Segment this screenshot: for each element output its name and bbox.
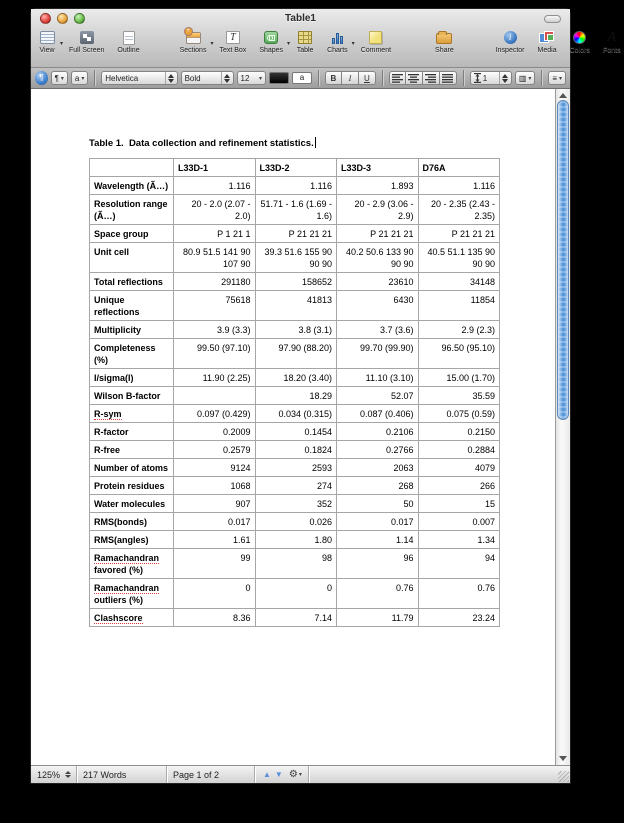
table-row bbox=[90, 339, 500, 369]
cell-value[interactable]: 52.07 bbox=[337, 387, 419, 405]
zoom-button[interactable] bbox=[74, 13, 85, 24]
table-row bbox=[90, 321, 500, 339]
cell-value[interactable]: P 21 21 21 bbox=[418, 225, 500, 243]
cell-value[interactable]: 0.2884 bbox=[418, 441, 500, 459]
cell-value[interactable]: 99.70 (99.90) bbox=[337, 339, 419, 369]
resize-grip[interactable] bbox=[558, 771, 569, 782]
cell-value[interactable]: 20 - 2.9 (3.06 - 2.9) bbox=[337, 195, 419, 225]
row-label[interactable]: Space group bbox=[90, 225, 174, 243]
table-row bbox=[90, 225, 500, 243]
row-label[interactable]: R-free bbox=[90, 441, 174, 459]
cell-value[interactable]: 8.36 bbox=[174, 609, 256, 627]
document-page[interactable] bbox=[31, 89, 555, 765]
align-left-icon bbox=[392, 74, 403, 83]
misspelled-word: Ramachandran bbox=[94, 583, 160, 593]
divider bbox=[94, 70, 95, 86]
cell-value[interactable]: 2063 bbox=[337, 459, 419, 477]
row-label[interactable] bbox=[90, 609, 174, 627]
columns-dropdown[interactable] bbox=[515, 71, 536, 85]
row-label[interactable]: Resolution range (Ã…) bbox=[90, 195, 174, 225]
table-row bbox=[90, 531, 500, 549]
toolbar-button-share[interactable] bbox=[432, 29, 457, 55]
cell-value[interactable]: 0.1824 bbox=[255, 441, 337, 459]
inspector-icon: i bbox=[501, 30, 519, 45]
cell-value[interactable]: 23610 bbox=[337, 273, 419, 291]
cell-value[interactable]: 0.026 bbox=[255, 513, 337, 531]
toolbar-button-label: Sections bbox=[179, 47, 207, 54]
column-header[interactable]: L33D-1 bbox=[174, 159, 256, 177]
cell-value[interactable]: 99 bbox=[174, 549, 256, 579]
toolbar-button-full-screen[interactable] bbox=[66, 29, 107, 55]
chevron-down-icon: ▾ bbox=[528, 75, 532, 82]
align-right-button[interactable] bbox=[423, 71, 440, 85]
cell-value[interactable]: 50 bbox=[337, 495, 419, 513]
line-spacing-control[interactable] bbox=[470, 71, 512, 85]
status-bar bbox=[31, 765, 570, 783]
cell-value[interactable]: 35.59 bbox=[418, 387, 500, 405]
toolbar bbox=[31, 27, 621, 67]
table-row bbox=[90, 495, 500, 513]
row-label[interactable]: Wilson B-factor bbox=[90, 387, 174, 405]
page-indicator-text: Page 1 of 2 bbox=[173, 769, 220, 780]
chevron-down-icon: ▾ bbox=[351, 41, 355, 47]
toolbar-button-label: Text Box bbox=[219, 47, 247, 54]
font-style-select[interactable] bbox=[181, 71, 234, 85]
toolbar-button-label: Colors bbox=[569, 47, 590, 54]
page-indicator bbox=[167, 766, 255, 783]
cell-value[interactable]: 0.017 bbox=[337, 513, 419, 531]
row-label[interactable]: Unique reflections bbox=[90, 291, 174, 321]
text-cursor bbox=[315, 137, 316, 148]
toolbar-button-label: Fonts bbox=[603, 47, 621, 54]
cell-value[interactable]: P 21 21 21 bbox=[255, 225, 337, 243]
cell-value[interactable]: 18.20 (3.40) bbox=[255, 369, 337, 387]
font-family-value: Helvetica bbox=[105, 73, 139, 83]
divider bbox=[541, 70, 542, 86]
toolbar-button-colors[interactable] bbox=[567, 29, 593, 55]
cell-value[interactable]: 23.24 bbox=[418, 609, 500, 627]
toolbar-button-view[interactable] bbox=[35, 29, 63, 55]
cell-value[interactable]: 9124 bbox=[174, 459, 256, 477]
table-row bbox=[90, 273, 500, 291]
toolbar-button-outline[interactable] bbox=[114, 29, 142, 55]
cell-value[interactable]: 1.80 bbox=[255, 531, 337, 549]
cell-value[interactable]: 0 bbox=[255, 579, 337, 609]
zoom-level: 125% bbox=[37, 769, 61, 780]
cell-value[interactable]: 20 - 2.35 (2.43 - 2.35) bbox=[418, 195, 500, 225]
table-header-row bbox=[90, 159, 500, 177]
cell-value[interactable]: 0.76 bbox=[418, 579, 500, 609]
table-row bbox=[90, 405, 500, 423]
row-label[interactable]: Protein residues bbox=[90, 477, 174, 495]
font-family-select[interactable] bbox=[101, 71, 177, 85]
row-label[interactable]: RMS(angles) bbox=[90, 531, 174, 549]
cell-value[interactable]: 98 bbox=[255, 549, 337, 579]
toolbar-button-table[interactable] bbox=[293, 29, 317, 55]
cell-value[interactable]: 18.29 bbox=[255, 387, 337, 405]
cell-value[interactable]: 291180 bbox=[174, 273, 256, 291]
row-label[interactable]: Number of atoms bbox=[90, 459, 174, 477]
misspelled-word: Ramachandran bbox=[94, 553, 160, 563]
cell-value[interactable]: 0.2009 bbox=[174, 423, 256, 441]
cell-value[interactable]: 0.097 (0.429) bbox=[174, 405, 256, 423]
misspelled-word: R-sym bbox=[94, 409, 122, 419]
cell-value[interactable]: 1.116 bbox=[418, 177, 500, 195]
paragraph-style-label: ¶ bbox=[54, 73, 59, 83]
cell-value[interactable]: 0.017 bbox=[174, 513, 256, 531]
toolbar-button-label: Inspector bbox=[495, 47, 525, 54]
cell-value[interactable]: 0.034 (0.315) bbox=[255, 405, 337, 423]
stepper-icon bbox=[165, 72, 174, 84]
word-count-text: 217 Words bbox=[83, 769, 127, 780]
toolbar-button-inspector[interactable] bbox=[493, 29, 528, 55]
word-count bbox=[77, 766, 167, 783]
row-label[interactable]: Ramachandran favored (%) bbox=[90, 549, 174, 579]
sections-icon bbox=[184, 30, 202, 45]
cell-value[interactable]: 0.2150 bbox=[418, 423, 500, 441]
cell-value[interactable]: 1068 bbox=[174, 477, 256, 495]
cell-value[interactable]: 2.9 (2.3) bbox=[418, 321, 500, 339]
fullscreen-icon bbox=[78, 30, 96, 45]
toolbar-toggle-pill[interactable] bbox=[544, 15, 561, 23]
row-label[interactable]: Ramachandran outliers (%) bbox=[90, 579, 174, 609]
toolbar-button-label: Shapes bbox=[259, 47, 284, 54]
table-row bbox=[90, 243, 500, 273]
cell-value[interactable]: 2593 bbox=[255, 459, 337, 477]
cell-value[interactable]: 6430 bbox=[337, 291, 419, 321]
cell-value[interactable]: 40.5 51.1 135 90 90 90 bbox=[418, 243, 500, 273]
chevron-down-icon: ▾ bbox=[60, 75, 64, 82]
cell-value[interactable]: 1.116 bbox=[255, 177, 337, 195]
cell-value[interactable]: P 1 21 1 bbox=[174, 225, 256, 243]
cell-value[interactable]: 0 bbox=[174, 579, 256, 609]
align-justify-icon bbox=[442, 74, 453, 83]
share-icon bbox=[435, 30, 453, 45]
cell-value[interactable]: 80.9 51.5 141 90 107 90 bbox=[174, 243, 256, 273]
paragraph-style-dropdown[interactable] bbox=[51, 71, 68, 85]
cell-value[interactable]: 266 bbox=[418, 477, 500, 495]
colors-icon bbox=[571, 30, 589, 45]
align-center-button[interactable] bbox=[406, 71, 423, 85]
stepper-icon bbox=[499, 72, 508, 84]
arrow-down-icon bbox=[559, 756, 567, 761]
toolbar-button-label: View bbox=[39, 47, 55, 54]
pages-window bbox=[30, 8, 621, 784]
gear-icon[interactable]: ⚙ bbox=[288, 769, 298, 780]
window-chrome bbox=[31, 9, 621, 67]
previous-page-button[interactable]: ▲ bbox=[263, 770, 271, 779]
bold-button[interactable]: B bbox=[325, 71, 342, 85]
cell-value[interactable]: 20 - 2.0 (2.07 - 2.0) bbox=[174, 195, 256, 225]
chevron-down-icon: ▾ bbox=[59, 41, 63, 47]
toolbar-button-label: Media bbox=[537, 47, 557, 54]
window-title: Table1 bbox=[285, 12, 316, 24]
cell-value[interactable]: P 21 21 21 bbox=[337, 225, 419, 243]
toolbar-button-label: Comment bbox=[360, 47, 392, 54]
toolbar-button-label: Full Screen bbox=[69, 47, 105, 54]
cell-value[interactable]: 39.3 51.6 155 90 90 90 bbox=[255, 243, 337, 273]
stepper-icon bbox=[221, 72, 230, 84]
document-area bbox=[31, 89, 570, 765]
close-button[interactable] bbox=[40, 13, 51, 24]
align-left-button[interactable] bbox=[389, 71, 406, 85]
stepper-icon bbox=[65, 771, 71, 778]
outline-icon bbox=[120, 30, 138, 45]
row-label[interactable]: I/sigma(I) bbox=[90, 369, 174, 387]
cell-value[interactable] bbox=[174, 387, 256, 405]
cell-value[interactable]: 4079 bbox=[418, 459, 500, 477]
character-style-dropdown[interactable] bbox=[71, 71, 88, 85]
table-row bbox=[90, 477, 500, 495]
row-label[interactable]: R-factor bbox=[90, 423, 174, 441]
toolbar-button-charts[interactable] bbox=[324, 29, 355, 55]
document-title[interactable] bbox=[89, 137, 316, 149]
cell-value[interactable]: 0.2106 bbox=[337, 423, 419, 441]
cell-value[interactable]: 158652 bbox=[255, 273, 337, 291]
styles-drawer-button[interactable]: ¶ bbox=[35, 71, 48, 85]
row-label[interactable]: Water molecules bbox=[90, 495, 174, 513]
arrow-up-icon bbox=[559, 93, 567, 98]
toolbar-button-text-box[interactable] bbox=[216, 29, 249, 55]
table-row bbox=[90, 579, 500, 609]
column-header[interactable]: L33D-3 bbox=[337, 159, 419, 177]
chevron-down-icon: ▾ bbox=[259, 75, 263, 82]
cell-value[interactable]: 11854 bbox=[418, 291, 500, 321]
toolbar-button-label: Table bbox=[296, 47, 314, 54]
cell-value[interactable]: 11.10 (3.10) bbox=[337, 369, 419, 387]
cell-value[interactable]: 0.2579 bbox=[174, 441, 256, 459]
table-row bbox=[90, 423, 500, 441]
cell-value[interactable]: 11.79 bbox=[337, 609, 419, 627]
toolbar-button-label: Outline bbox=[117, 47, 140, 54]
toolbar-button-comment[interactable] bbox=[358, 29, 394, 55]
line-spacing-value: 1 bbox=[482, 73, 488, 83]
cell-value[interactable]: 94 bbox=[418, 549, 500, 579]
text-color-well[interactable] bbox=[269, 72, 289, 84]
row-label[interactable] bbox=[90, 405, 174, 423]
column-header[interactable]: D76A bbox=[418, 159, 500, 177]
cell-value[interactable]: 41813 bbox=[255, 291, 337, 321]
cell-value[interactable]: 0.76 bbox=[337, 579, 419, 609]
italic-button[interactable]: I bbox=[342, 71, 359, 85]
table-row bbox=[90, 177, 500, 195]
row-label[interactable]: Wavelength (Ã…) bbox=[90, 177, 174, 195]
titlebar[interactable] bbox=[31, 9, 570, 27]
view-icon bbox=[38, 30, 56, 45]
media-icon bbox=[538, 30, 556, 45]
divider bbox=[382, 70, 383, 86]
cell-value[interactable]: 3.8 (3.1) bbox=[255, 321, 337, 339]
table-row bbox=[90, 441, 500, 459]
cell-value[interactable]: 51.71 - 1.6 (1.69 - 1.6) bbox=[255, 195, 337, 225]
cell-value[interactable]: 0.087 (0.406) bbox=[337, 405, 419, 423]
textbox-icon: T bbox=[224, 30, 242, 45]
stats-table[interactable] bbox=[89, 158, 500, 627]
highlight-color-well[interactable]: a bbox=[292, 72, 312, 84]
cell-value[interactable]: 1.34 bbox=[418, 531, 500, 549]
character-style-label: a bbox=[74, 73, 80, 83]
table-row bbox=[90, 291, 500, 321]
cell-value[interactable]: 0.075 (0.59) bbox=[418, 405, 500, 423]
columns-icon: ▥ bbox=[518, 73, 527, 83]
cell-value[interactable]: 99.50 (97.10) bbox=[174, 339, 256, 369]
format-bar bbox=[31, 67, 570, 89]
list-style-dropdown[interactable] bbox=[548, 71, 566, 85]
cell-value[interactable]: 15.00 (1.70) bbox=[418, 369, 500, 387]
cell-value[interactable]: 1.14 bbox=[337, 531, 419, 549]
chevron-down-icon: ▾ bbox=[287, 41, 291, 47]
line-spacing-icon bbox=[474, 73, 481, 83]
font-size-value: 12 bbox=[240, 73, 250, 83]
cell-value[interactable]: 75618 bbox=[174, 291, 256, 321]
column-header[interactable]: L33D-2 bbox=[255, 159, 337, 177]
zoom-control[interactable] bbox=[31, 766, 77, 783]
cell-value[interactable]: 0.007 bbox=[418, 513, 500, 531]
chevron-down-icon: ▾ bbox=[210, 41, 214, 47]
font-style-value: Bold bbox=[184, 73, 201, 83]
shapes-icon bbox=[262, 30, 280, 45]
cell-value[interactable]: 3.9 (3.3) bbox=[174, 321, 256, 339]
fonts-icon: A bbox=[607, 30, 617, 45]
underline-button[interactable]: U bbox=[359, 71, 376, 85]
cell-value[interactable]: 268 bbox=[337, 477, 419, 495]
table-row bbox=[90, 513, 500, 531]
align-right-icon bbox=[425, 74, 436, 83]
table-row bbox=[90, 369, 500, 387]
chevron-down-icon: ▾ bbox=[559, 75, 563, 82]
toolbar-button-sections[interactable] bbox=[177, 29, 214, 55]
table-row bbox=[90, 195, 500, 225]
cell-value[interactable]: 97.90 (88.20) bbox=[255, 339, 337, 369]
cell-value[interactable]: 3.7 (3.6) bbox=[337, 321, 419, 339]
comment-icon bbox=[367, 30, 385, 45]
row-label[interactable]: Unit cell bbox=[90, 243, 174, 273]
document-title-text: Table 1. Data collection and refinement statistics. bbox=[89, 138, 314, 149]
toolbar-button-label: Share bbox=[435, 47, 454, 54]
cell-value[interactable]: 1.893 bbox=[337, 177, 419, 195]
cell-value[interactable]: 15 bbox=[418, 495, 500, 513]
cell-value[interactable]: 352 bbox=[255, 495, 337, 513]
row-label[interactable]: Completeness (%) bbox=[90, 339, 174, 369]
table-icon bbox=[296, 30, 314, 45]
cell-value[interactable]: 11.90 (2.25) bbox=[174, 369, 256, 387]
chevron-down-icon: ▾ bbox=[81, 75, 85, 82]
misspelled-word: Clashscore bbox=[94, 613, 143, 623]
row-label[interactable]: Total reflections bbox=[90, 273, 174, 291]
row-label[interactable]: Multiplicity bbox=[90, 321, 174, 339]
align-justify-button[interactable] bbox=[440, 71, 457, 85]
cell-value[interactable]: 0.1454 bbox=[255, 423, 337, 441]
cell-value[interactable]: 1.61 bbox=[174, 531, 256, 549]
cell-value[interactable]: 34148 bbox=[418, 273, 500, 291]
cell-value[interactable]: 907 bbox=[174, 495, 256, 513]
toolbar-button-label: Charts bbox=[327, 47, 348, 54]
table-row bbox=[90, 387, 500, 405]
vertical-scrollbar[interactable] bbox=[555, 89, 570, 765]
cell-value[interactable]: 1.116 bbox=[174, 177, 256, 195]
row-label[interactable]: RMS(bonds) bbox=[90, 513, 174, 531]
page-nav-group bbox=[255, 766, 309, 783]
cell-value[interactable]: 7.14 bbox=[255, 609, 337, 627]
toolbar-button-shapes[interactable] bbox=[256, 29, 291, 55]
table-row bbox=[90, 549, 500, 579]
list-icon: ≡ bbox=[552, 73, 558, 83]
table-row bbox=[90, 609, 500, 627]
cell-value[interactable]: 40.2 50.6 133 90 90 90 bbox=[337, 243, 419, 273]
minimize-button[interactable] bbox=[57, 13, 68, 24]
scroll-down-arrow[interactable] bbox=[556, 752, 570, 764]
table-row bbox=[90, 459, 500, 477]
font-size-select[interactable] bbox=[237, 71, 267, 85]
cell-value[interactable]: 274 bbox=[255, 477, 337, 495]
toolbar-button-fonts[interactable] bbox=[600, 29, 624, 55]
chevron-down-icon: ▾ bbox=[298, 772, 302, 778]
divider bbox=[318, 70, 319, 86]
scrollbar-thumb[interactable] bbox=[557, 100, 569, 420]
cell-value[interactable]: 0.2766 bbox=[337, 441, 419, 459]
next-page-button[interactable]: ▼ bbox=[274, 770, 283, 779]
toolbar-button-media[interactable] bbox=[535, 29, 560, 55]
cell-value[interactable]: 96 bbox=[337, 549, 419, 579]
divider bbox=[463, 70, 464, 86]
align-center-icon bbox=[408, 74, 419, 83]
charts-icon bbox=[328, 30, 346, 45]
column-header[interactable] bbox=[90, 159, 174, 177]
cell-value[interactable]: 96.50 (95.10) bbox=[418, 339, 500, 369]
